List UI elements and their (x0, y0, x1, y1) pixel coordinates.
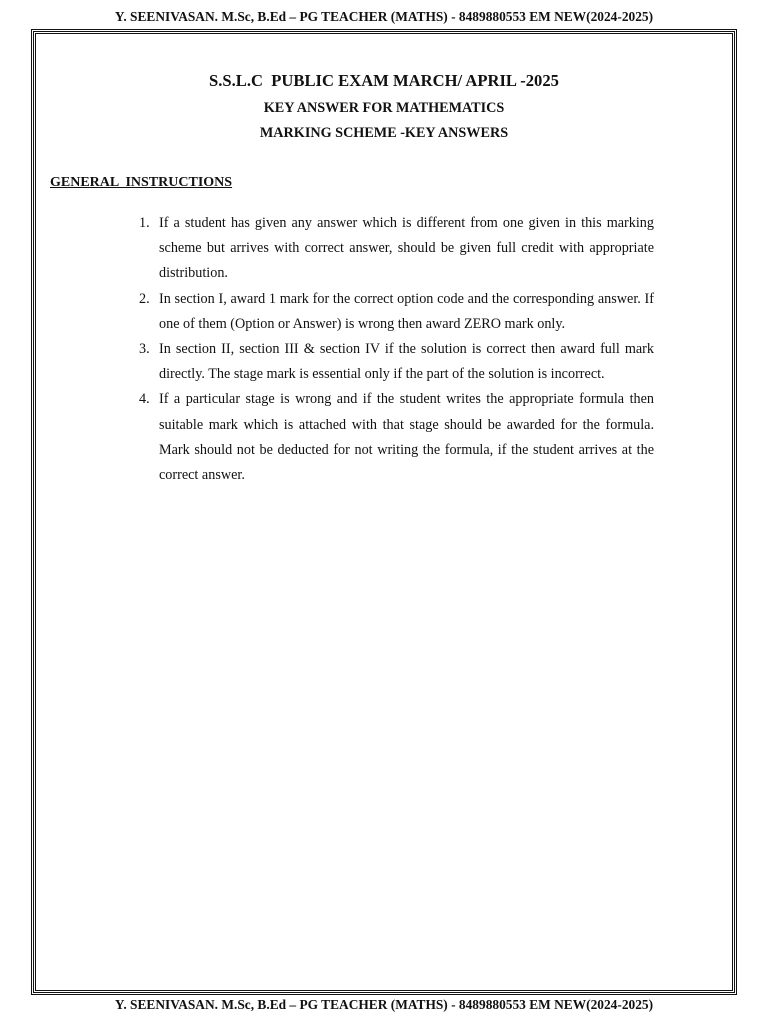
instruction-text: If a particular stage is wrong and if the student writes the appropriate formula then suitable mark which is attached with that stage should be awarded for the formula. Mark should not be deducted for not writing the formula, if the student arrives at the correct answer. (159, 391, 654, 484)
instruction-item-4 (139, 387, 654, 488)
instruction-text: In section II, section III & section IV if the solution is correct then award full mark directly. The stage mark is essential only if the part of the solution is incorrect. (159, 341, 654, 383)
instruction-number: 1. (139, 215, 150, 231)
instruction-item-1 (139, 211, 654, 287)
instruction-number: 4. (139, 391, 150, 408)
instruction-number: 2. (139, 290, 150, 307)
instructions-list (139, 211, 654, 488)
document-subtitle: KEY ANSWER FOR MATHEMATICS (263, 100, 505, 116)
instruction-item-2 (139, 287, 654, 337)
page-header: Y. SEENIVASAN. M.Sc, B.Ed – PG TEACHER (MATHS) - 8489880553 EM NEW(2024-2025) (114, 9, 654, 24)
instruction-number: 3. (139, 341, 150, 358)
instruction-text: In section I, award 1 mark for the correct option code and the corresponding answer. If one of them (Option or Answer) is wrong then award ZERO mark only. (159, 290, 654, 332)
document-title: S.S.L.C PUBLIC EXAM MARCH/ APRIL -2025 (209, 71, 559, 90)
page-border (31, 29, 737, 995)
page-footer: Y. SEENIVASAN. M.Sc, B.Ed – PG TEACHER (MATHS) - 8489880553 EM NEW(2024-2025) (114, 997, 654, 1012)
instruction-text: If a student has given any answer which is different from one given in this marking scheme but arrives with correct answer, should be given full credit with appropriate distribution. (159, 215, 654, 282)
instruction-item-3 (139, 337, 654, 387)
section-heading-general-instructions: GENERAL INSTRUCTIONS (50, 175, 233, 190)
document-subtitle-marking-scheme: MARKING SCHEME -KEY ANSWERS (259, 125, 509, 141)
